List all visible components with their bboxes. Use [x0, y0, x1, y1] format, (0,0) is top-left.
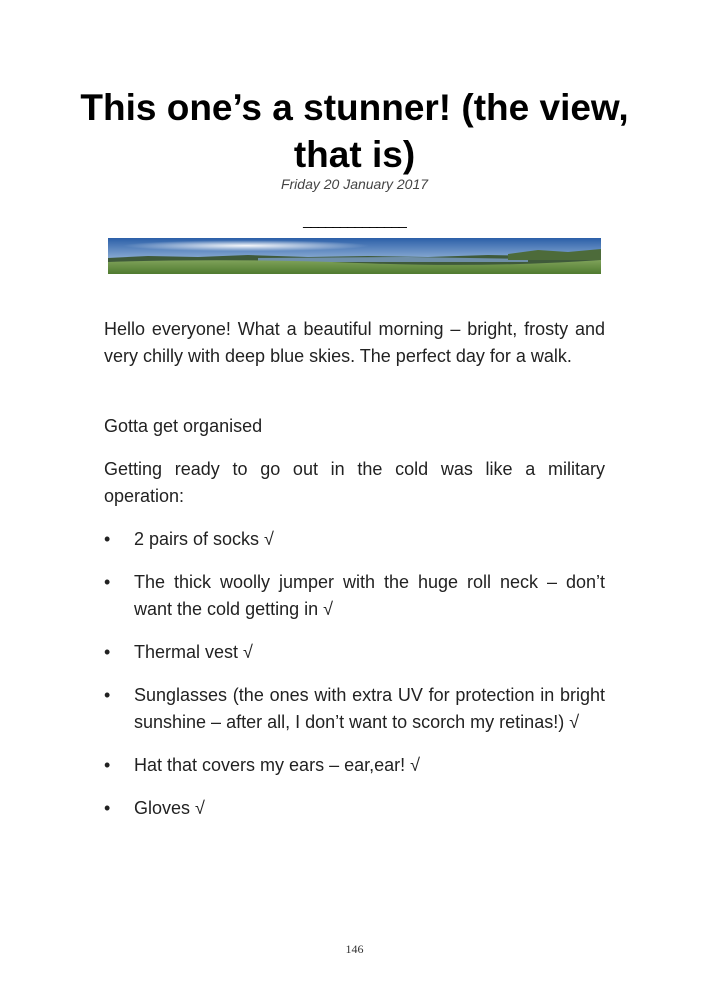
- list-item-text: Thermal vest √: [134, 642, 253, 662]
- bullet-dot-icon: •: [104, 755, 111, 775]
- list-item: [104, 569, 605, 623]
- post-date: Friday 20 January 2017: [280, 176, 429, 192]
- list-item: [104, 795, 605, 822]
- page-number: 146: [345, 942, 364, 956]
- list-item: [104, 526, 605, 553]
- bullet-dot-icon: •: [104, 642, 111, 662]
- list-item-text: Sunglasses (the ones with extra UV for protection in bright sunshine – after all, I don’t want to scorch my retinas!) √: [134, 685, 605, 732]
- bullet-dot-icon: •: [104, 798, 111, 818]
- bullet-dot-icon: •: [104, 529, 111, 549]
- list-item-text: 2 pairs of socks √: [134, 529, 274, 549]
- lead-in-paragraph: Getting ready to go out in the cold was like a military operation:: [104, 459, 605, 506]
- list-item-text: Hat that covers my ears – ear,ear! √: [134, 755, 420, 775]
- bullet-dot-icon: •: [104, 685, 111, 705]
- page-title: This one’s a stunner! (the view, that is): [80, 87, 629, 175]
- panorama-image: [108, 238, 601, 274]
- checklist: [104, 526, 605, 838]
- list-item-text: The thick woolly jumper with the huge roll neck – don’t want the cold getting in √: [134, 572, 605, 619]
- intro-paragraph: Hello everyone! What a beautiful morning – bright, frosty and very chilly with deep blue skies. The perfect day for a walk.: [104, 319, 605, 366]
- section-subheading: Gotta get organised: [104, 416, 263, 436]
- list-item: [104, 639, 605, 666]
- list-item-text: Gloves √: [134, 798, 205, 818]
- list-item: [104, 752, 605, 779]
- divider-line: ______________: [303, 212, 406, 229]
- bullet-dot-icon: •: [104, 572, 111, 592]
- list-item: [104, 682, 605, 736]
